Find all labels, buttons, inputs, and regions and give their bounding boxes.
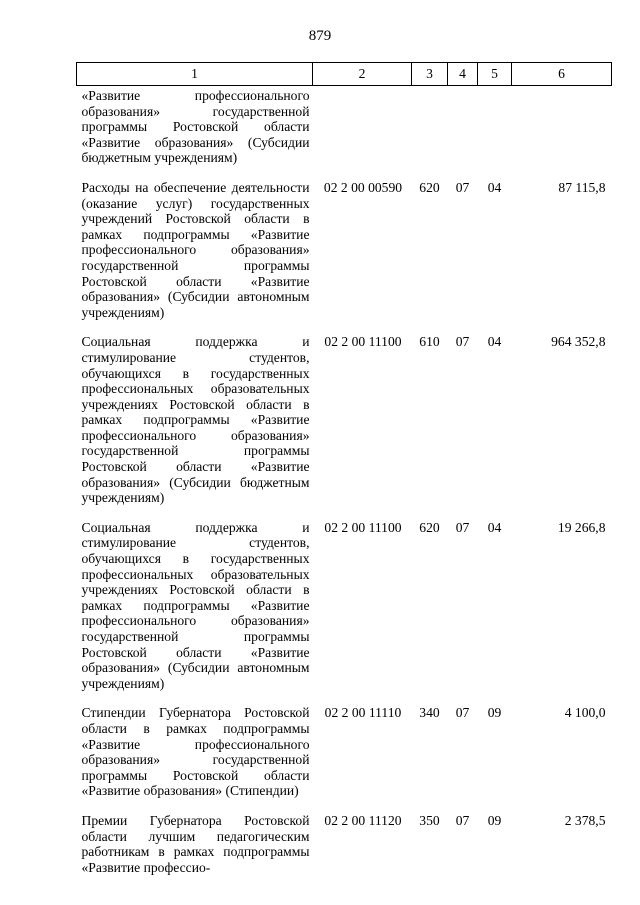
column-header-6: 6: [512, 63, 612, 86]
table-header-row: [77, 63, 612, 86]
row-target-code: 02 2 00 11110: [324, 705, 402, 721]
column-header-4: 4: [448, 63, 478, 86]
column-header-3: 3: [412, 63, 448, 86]
table-row: [77, 520, 612, 706]
row-amount: 19 266,8: [557, 519, 606, 535]
row-amount: [512, 86, 612, 180]
row-expense-type: 610: [419, 334, 440, 350]
row-subsection: 04: [487, 334, 502, 350]
row-subsection: 09: [487, 705, 502, 721]
row-target-code: 02 2 00 11100: [324, 519, 402, 535]
row-subsection: 04: [487, 179, 502, 195]
row-subsection: 09: [487, 812, 502, 828]
row-amount: 4 100,0: [564, 705, 606, 721]
row-expense-type: 620: [419, 179, 440, 195]
budget-table: [76, 62, 612, 875]
row-expense-type: 620: [419, 519, 440, 535]
row-description: Социальная поддержка и стимулирование студентов, обучающихся в государственных профессиональных образовательных учреждениях Ростовской области в рамках подпрограммы «Развитие профессионального образования» государственной программы Ростовской области «Развитие образования» (Субсидии автономным учреждениям): [81, 519, 310, 691]
row-description: «Развитие профессионального образования» государственной программы Ростовской области «Развитие образования» (Субсидии бюджетным учреждениям): [81, 88, 310, 166]
column-header-5: 5: [478, 63, 512, 86]
row-section: 07: [455, 705, 470, 721]
row-description: Премии Губернатора Ростовской области лучшим педагогическим работникам в рамках подпрограммы «Развитие профессио-: [81, 812, 310, 875]
row-target-code: 02 2 00 11100: [324, 334, 402, 350]
table-row: [77, 813, 612, 875]
page-number: 879: [308, 28, 332, 44]
row-section: 07: [455, 519, 470, 535]
column-header-2: 2: [313, 63, 412, 86]
row-expense-type: [412, 86, 448, 180]
row-subsection: [478, 86, 512, 180]
row-expense-type: 350: [419, 812, 440, 828]
table-row: [77, 180, 612, 334]
row-description: Стипендии Губернатора Ростовской области в рамках подпрограммы «Развитие профессионального образования» государственной программы Ростовской области «Развитие образования» (Стипендии): [81, 705, 310, 799]
table-row: [77, 86, 612, 180]
row-target-code: 02 2 00 00590: [323, 179, 403, 195]
row-description: Социальная поддержка и стимулирование студентов, обучающихся в государственных профессиональных образовательных учреждениях Ростовской области в рамках подпрограммы «Развитие профессионального образования» государственной программы Ростовской области «Развитие образования» (Субсидии бюджетным учреждениям): [81, 334, 310, 506]
row-target-code: [313, 86, 412, 180]
row-section: 07: [455, 334, 470, 350]
column-header-1: 1: [77, 63, 313, 86]
row-subsection: 04: [487, 519, 502, 535]
row-section: 07: [455, 812, 470, 828]
row-description: Расходы на обеспечение деятельности (оказание услуг) государственных учреждений Ростовской области в рамках подпрограммы «Развитие профессионального образования» государственной программы Ростовской области «Развитие образования» (Субсидии автономным учреждениям): [81, 179, 310, 320]
row-expense-type: 340: [419, 705, 440, 721]
table-row: [77, 705, 612, 813]
row-target-code: 02 2 00 11120: [324, 812, 402, 828]
row-amount: 2 378,5: [564, 812, 606, 828]
row-section: [448, 86, 478, 180]
table-row: [77, 334, 612, 520]
row-section: 07: [455, 179, 470, 195]
row-amount: 964 352,8: [551, 334, 606, 350]
row-amount: 87 115,8: [558, 179, 606, 195]
